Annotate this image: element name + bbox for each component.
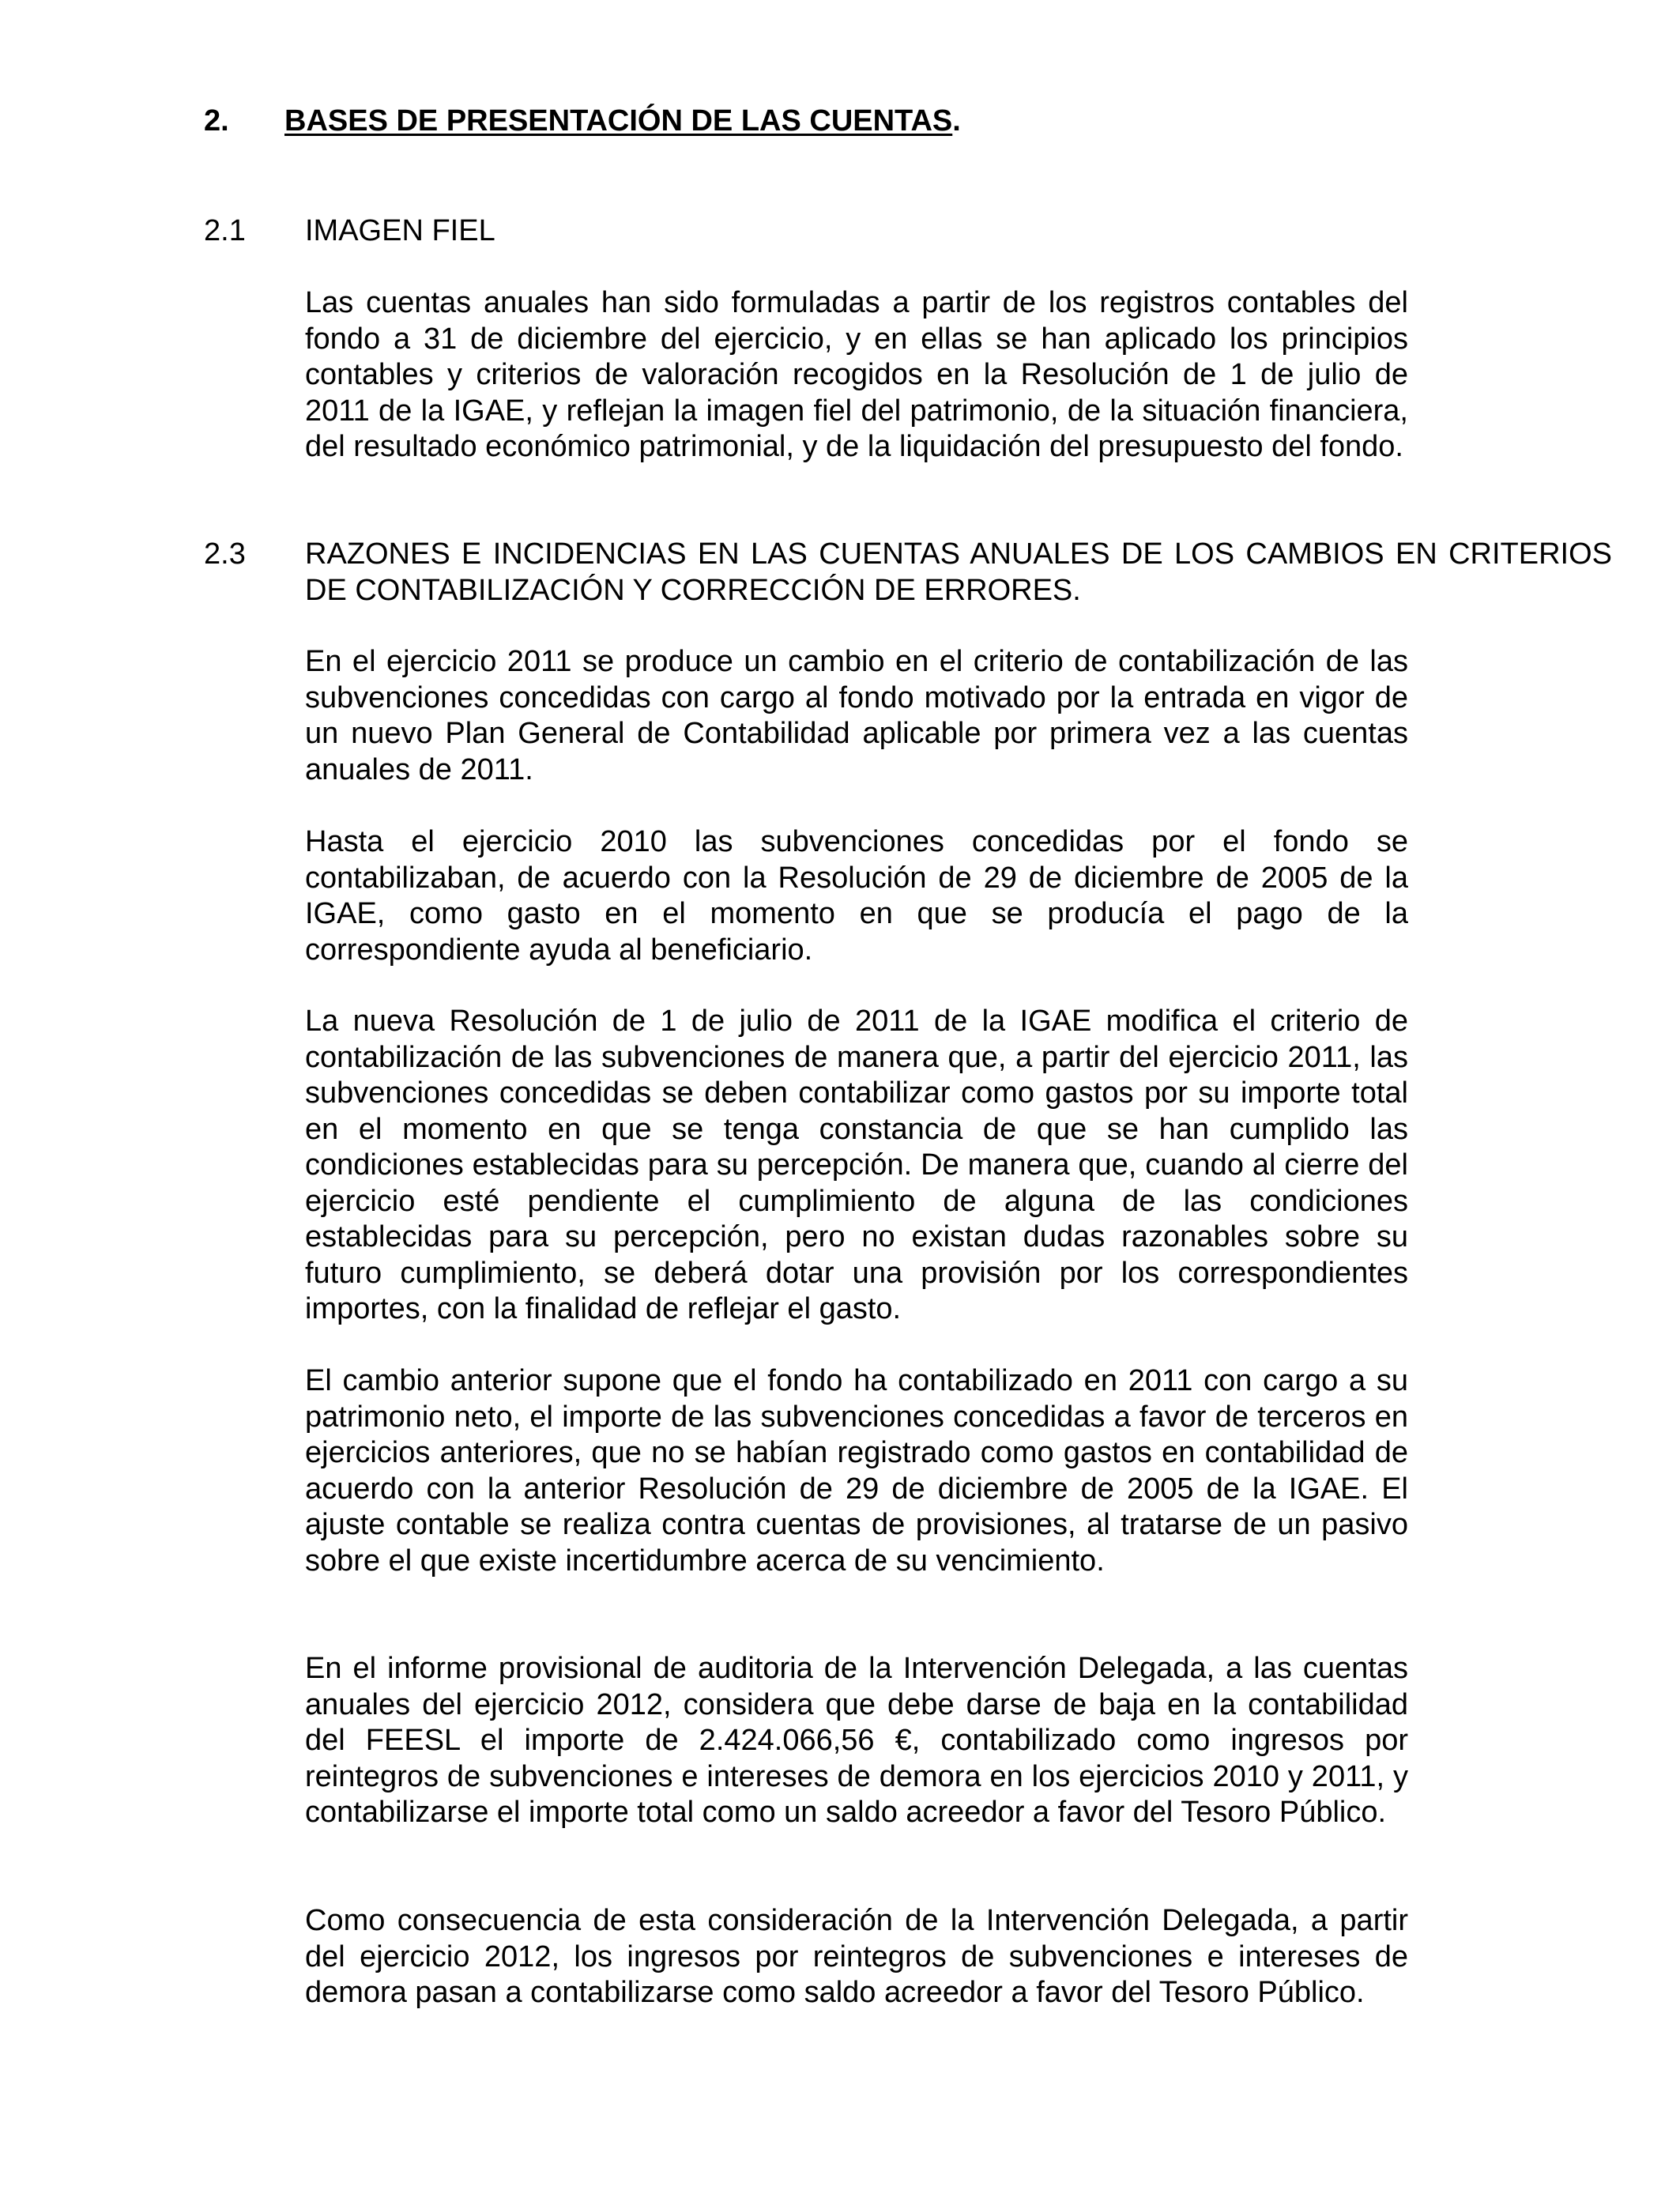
subsection-number: 2.1: [204, 214, 246, 247]
paragraph-cambio-criterio: En el ejercicio 2011 se produce un cambio en el criterio de contabilización de las subvenciones concedidas con cargo al fondo motivado por la entrada en vigor de un nuevo Plan General de Contabilidad aplicable por primera vez a las cuentas anuales de 2011.: [305, 645, 1408, 786]
section-title: BASES DE PRESENTACIÓN DE LAS CUENTAS: [284, 104, 953, 138]
section-title-punct: .: [952, 104, 961, 138]
paragraph-cambio-anterior: El cambio anterior supone que el fondo ha contabilizado en 2011 con cargo a su patrimonio neto, el importe de las subvenciones concedidas a favor de terceros en ejercicios anteriores, que no se habían registrado como gastos en contabilidad de acuerdo con la anterior Resolución de 29 de diciembre de 2005 de la IGAE. El ajuste contable se realiza contra cuentas de provisiones, al tratarse de un pasivo sobre el que existe incertidumbre acerca de su vencimiento.: [305, 1364, 1408, 1578]
subsection-number: 2.3: [204, 537, 246, 571]
section-number: 2.: [204, 104, 229, 138]
paragraph-hasta-2010: Hasta el ejercicio 2010 las subvenciones concedidas por el fondo se contabilizaban, de acuerdo con la Resolución de 29 de diciembre de 2005 de la IGAE, como gasto en el momento en que se producía el pago de la correspondiente ayuda al beneficiario.: [305, 825, 1408, 967]
paragraph-imagen-fiel: Las cuentas anuales han sido formuladas a partir de los registros contables del fondo a 31 de diciembre del ejercicio, y en ellas se han aplicado los principios contables y criterios de valoración recogidos en la Resolución de 1 de julio de 2011 de la IGAE, y reflejan la imagen fiel del patrimonio, de la situación financiera, del resultado económico patrimonial, y de la liquidación del presupuesto del fondo.: [305, 286, 1408, 463]
paragraph-nueva-resolucion: La nueva Resolución de 1 de julio de 2011 de la IGAE modifica el criterio de contabilización de las subvenciones de manera que, a partir del ejercicio 2011, las subvenciones concedidas se deben contabilizar como gastos por su importe total en el momento en que se tenga constancia de que se han cumplido las condiciones establecidas para su percepción. De manera que, cuando al cierre del ejercicio esté pendiente el cumplimiento de alguna de las condiciones establecidas para su percepción, pero no existan dudas razonables sobre su futuro cumplimiento, se deberá dotar una provisión por los correspondientes importes, con la finalidad de reflejar el gasto.: [305, 1005, 1408, 1325]
section-heading: [204, 103, 961, 139]
paragraph-consecuencia: Como consecuencia de esta consideración de la Intervención Delegada, a partir del ejercicio 2012, los ingresos por reintegros de subvenciones e intereses de demora pasan a contabilizarse como saldo acreedor a favor del Tesoro Público.: [305, 1904, 1408, 2009]
subsection-title: IMAGEN FIEL: [305, 214, 495, 247]
subsection-title: RAZONES E INCIDENCIAS EN LAS CUENTAS ANUALES DE LOS CAMBIOS EN CRITERIOS DE CONTABILIZACIÓN Y CORRECCIÓN DE ERRORES.: [305, 537, 1612, 607]
paragraph-informe-auditoria: En el informe provisional de auditoria de la Intervención Delegada, a las cuentas anuales del ejercicio 2012, considera que debe darse de baja en la contabilidad del FEESL el importe de 2.424.066,56 €, contabilizado como ingresos por reintegros de subvenciones e intereses de demora en los ejercicios 2010 y 2011, y contabilizarse el importe total como un saldo acreedor a favor del Tesoro Público.: [305, 1652, 1408, 1829]
